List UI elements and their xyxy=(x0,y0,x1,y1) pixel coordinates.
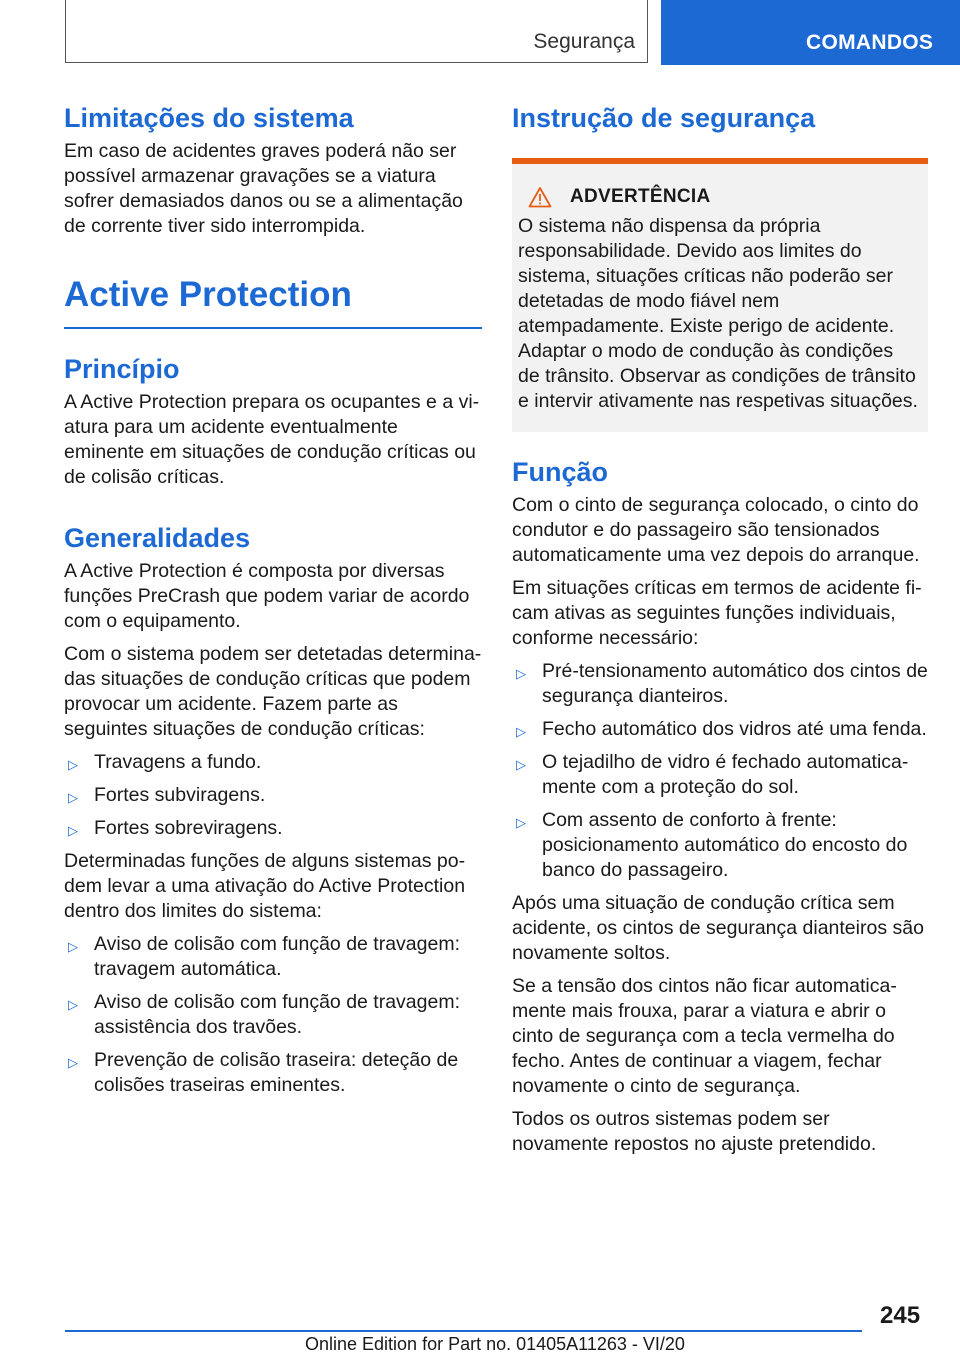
list-item: ▷ Fortes subviragens. xyxy=(64,783,482,808)
principle-heading: Princípio xyxy=(64,354,180,384)
footer-divider xyxy=(65,1330,862,1332)
triangle-bullet-icon: ▷ xyxy=(516,815,526,830)
general-heading: Generalidades xyxy=(64,523,251,553)
general-paragraph-2: Com o sistema podem ser detetadas determinadas situações de condução críticas que podem provocar um acidente. Fazem parte as seguintes situações de condução críticas: xyxy=(64,643,482,740)
warning-box xyxy=(512,158,928,432)
triangle-bullet-icon: ▷ xyxy=(68,823,78,838)
function-heading: Função xyxy=(512,457,609,487)
list-item: ▷ Pré-tensionamento automático dos cintos de segurança dianteiros. xyxy=(516,660,928,707)
safety-instruction-heading: Instrução de segurança xyxy=(512,103,816,133)
triangle-bullet-icon: ▷ xyxy=(68,790,78,805)
triangle-bullet-icon: ▷ xyxy=(516,666,526,681)
individual-functions-list xyxy=(512,659,928,883)
warning-triangle-icon xyxy=(528,186,552,208)
active-protection-heading: Active Protection xyxy=(64,275,352,314)
general-paragraph-1: A Active Protection é composta por diversas funções PreCrash que podem variar de acordo com o equipamento. xyxy=(64,560,470,632)
warning-label: ADVERTÊNCIA xyxy=(570,186,711,207)
warning-text: O sistema não dispensa da própria responsabilidade. Devido aos limites do sistema, situações críticas não poderão ser detetadas de modo fiável nem atempadamente. Existe perigo de acidente. Adaptar o modo de condução às condições de trânsito. Observar as condições de trânsito e intervir ativamente nas respetivas situações. xyxy=(518,215,918,412)
list-item: ▷ Prevenção de colisão traseira: deteção de colisões traseiras eminentes. xyxy=(68,1049,459,1096)
left-column xyxy=(64,100,482,1106)
list-item: ▷ Com assento de conforto à frente: posicionamento automático do encosto do banco do passageiro. xyxy=(516,809,908,881)
function-paragraph-4: Se a tensão dos cintos não ficar automaticamente mais frouxa, parar a viatura e abrir o cinto de segurança com a tecla vermelha do fecho. Antes de continuar a viagem, fechar novamente o cinto de segurança. xyxy=(512,975,897,1097)
triangle-bullet-icon: ▷ xyxy=(68,939,78,954)
list-item: ▷ Aviso de colisão com função de travagem: travagem automática. xyxy=(68,933,461,980)
header-chapter-tab[interactable] xyxy=(661,0,960,65)
triangle-bullet-icon: ▷ xyxy=(68,997,78,1012)
function-paragraph-3: Após uma situação de condução crítica sem acidente, os cintos de segurança dianteiros são novamente soltos. xyxy=(512,892,924,964)
triangle-bullet-icon: ▷ xyxy=(68,757,78,772)
list-item: ▷ Fecho automático dos vidros até uma fenda. xyxy=(512,717,928,742)
heading-divider xyxy=(64,327,482,329)
list-item: ▷ Travagens a fundo. xyxy=(64,750,482,775)
header-section-title: Segurança xyxy=(533,30,635,53)
list-item: ▷ Aviso de colisão com função de travagem: assistência dos travões. xyxy=(68,991,461,1038)
system-limits-heading: Limitações do sistema xyxy=(64,103,354,133)
critical-situations-list xyxy=(64,750,482,841)
right-column xyxy=(512,100,928,1165)
header-chapter-label: COMANDOS xyxy=(806,31,934,54)
principle-text: A Active Protection prepara os ocupantes e a viatura para um acidente eventualmente eminente em situações de condução críticas ou de colisão críticas. xyxy=(64,391,480,488)
function-paragraph-5: Todos os outros sistemas podem ser novamente repostos no ajuste pretendido. xyxy=(512,1108,877,1155)
function-paragraph-1: Com o cinto de segurança colocado, o cinto do condutor e do passageiro são tensionados automaticamente uma vez depois do arranque. xyxy=(512,494,920,566)
general-paragraph-3: Determinadas funções de alguns sistemas podem levar a uma ativação do Active Protection dentro dos limites do sistema: xyxy=(64,850,466,922)
list-item: ▷ Fortes sobreviragens. xyxy=(64,816,482,841)
header-section-box xyxy=(65,0,648,63)
function-paragraph-2: Em situações críticas em termos de acidente ficam ativas as seguintes funções individuais, conforme necessário: xyxy=(512,577,922,649)
triangle-bullet-icon: ▷ xyxy=(68,1055,78,1070)
triangle-bullet-icon: ▷ xyxy=(516,724,526,739)
list-item: ▷ O tejadilho de vidro é fechado automaticamente com a proteção do sol. xyxy=(516,751,909,798)
edition-footer: Online Edition for Part no. 01405A11263 - VI/20 xyxy=(305,1334,685,1354)
system-limits-text: Em caso de acidentes graves poderá não ser possível armazenar gravações se a viatura sofrer demasiados danos ou se a alimentação de corrente tiver sido interrompida. xyxy=(64,140,463,237)
page-number: 245 xyxy=(880,1302,921,1329)
activation-systems-list xyxy=(64,932,482,1098)
triangle-bullet-icon: ▷ xyxy=(516,757,526,772)
